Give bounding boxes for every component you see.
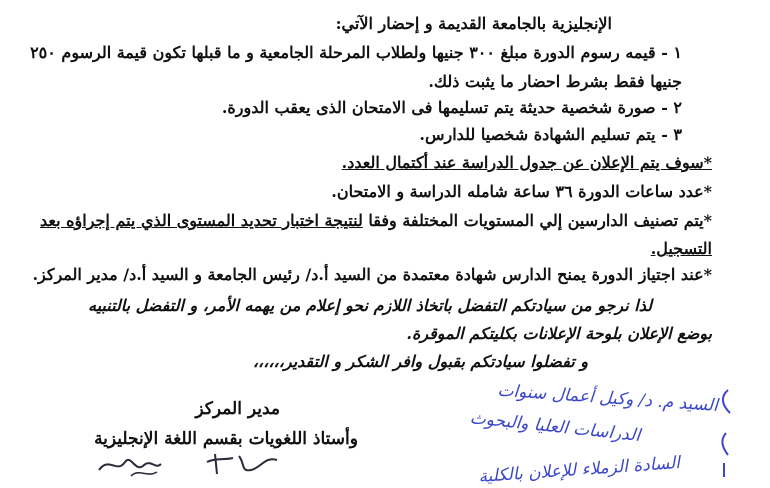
item-1: ١ - قيمه رسوم الدورة مبلغ ٣٠٠ جنيها ولطلاب المرحلة الجامعية و ما قبلها تكون قيمة الرسوم ٢٥٠ xyxy=(30,43,682,62)
note-levels-underlined: لنتيجة اختبار تحديد المستوى الذي يتم إجراؤه بعد xyxy=(40,211,363,230)
signature-role: وأستاذ اللغويات بقسم اللغة الإنجليزية xyxy=(94,429,358,449)
item-1-cont: جنيها فقط بشرط احضار ما يثبت ذلك. xyxy=(428,72,682,91)
note-levels-text: *يتم تصنيف الدارسين إلي المستويات المختلفة وفقا xyxy=(362,211,712,230)
handwritten-note-3: السادة الزملاء للإعلان بالكلية xyxy=(477,453,681,488)
note-levels xyxy=(40,210,712,232)
note-certificate: *عند اجتياز الدورة يمنح الدارس شهادة معتمدة من السيد أ.د/ رئيس الجامعة و السيد أ.د/ مدير المركز. xyxy=(32,265,712,284)
note-schedule: *سوف يتم الإعلان عن جدول الدراسة عند أكتمال العدد. xyxy=(341,153,712,172)
item-2: ٢ - صورة شخصية حديثة يتم تسليمها فى الامتحان الذى يعقب الدورة. xyxy=(221,98,682,117)
handwritten-note-1: السيد م. د/ وكيل أعمال سنوات xyxy=(497,380,719,416)
note-hours: *عدد ساعات الدورة ٣٦ ساعة شامله الدراسة و الامتحان. xyxy=(331,182,712,201)
note-levels-cont: التسجيل. xyxy=(650,239,712,258)
request-line-1: لذا نرجو من سيادتكم التفضل باتخاذ اللازم نحو إعلام من يهمه الأمر، و التفضل بالتنبيه xyxy=(88,296,652,315)
request-line-2: بوضع الإعلان بلوحة الإعلانات بكليتكم الموقرة. xyxy=(406,324,712,343)
handwritten-note-2: الدراسات العليا والبحوث xyxy=(468,408,642,446)
intro-line: الإنجليزية بالجامعة القديمة و إحضار الآتي: xyxy=(335,14,612,33)
item-3: ٣ - يتم تسليم الشهادة شخصيا للدارس. xyxy=(419,125,682,144)
closing-line: و تفضلوا سيادتكم بقبول وافر الشكر و التقدير،،،،،، xyxy=(252,352,588,371)
signature-scribble xyxy=(95,448,285,480)
signature-title: مدير المركز xyxy=(195,399,280,419)
